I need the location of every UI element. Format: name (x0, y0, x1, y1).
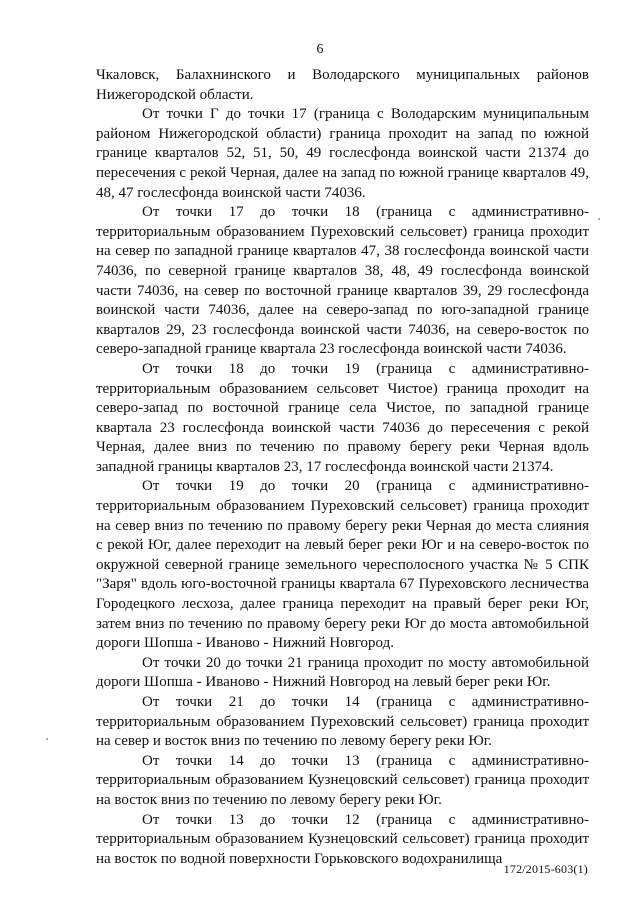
paragraph-point-g-17: От точки Г до точки 17 (граница с Володарским муниципальным районом Нижегородской области) граница проходит на запад по южной границе кварталов 52, 51, 50, 49 гослесфонда воинской части 21374 до пересечения с рекой Черная, далее на запад по южной границе кварталов 49, 48, 47 гослесфонда воинской части 74036. (96, 106, 589, 201)
paragraph-point-21-14: От точки 21 до точки 14 (граница с административно-территориальным образованием Пуреховский сельсовет) граница проходит на север и восток вниз по течению по левому берегу реки Юг. (96, 694, 589, 750)
paragraph-point-20-21: От точки 20 до точки 21 граница проходит по мосту автомобильной дороги Шопша - Иваново - Нижний Новгород на левый берег реки Юг. (96, 654, 589, 691)
paragraph-point-14-13: От точки 14 до точки 13 (граница с административно-территориальным образованием Кузнецовский сельсовет) граница проходит на восток вниз по течению по левому берегу реки Юг. (96, 752, 589, 808)
document-code: 172/2015-603(1) (503, 862, 588, 876)
paragraph-point-19-20: От точки 19 до точки 20 (граница с административно-территориальным образованием Пуреховский сельсовет) граница проходит на север вниз по течению по правому берегу реки Черная до места слияния с рекой Юг, далее переходит на левый берег реки Юг и на северо-восток по окружной северной границе земельного чересполосного участка № 5 СПК "Заря" вдоль юго-восточной границы квартала 67 Пуреховского лесничества Городецкого лесхоза, далее граница переходит на правый берег реки Юг, затем вниз по течению по правому берегу реки Юг до моста автомобильной дороги Шопша - Иваново - Нижний Новгород. (96, 478, 589, 652)
paragraph-point-13-12: От точки 13 до точки 12 (граница с административно-территориальным образованием Кузнецовский сельсовет) граница проходит на восток по водной поверхности Горьковского водохранилища (96, 811, 589, 867)
document-body (96, 66, 589, 869)
paragraph-continuation: Чкаловск, Балахнинского и Володарского муниципальных районов Нижегородской области. (96, 67, 589, 103)
page-number: 6 (316, 42, 324, 57)
paragraph-point-17-18: От точки 17 до точки 18 (граница с административно-территориальным образованием Пуреховский сельсовет) граница проходит на север по западной границе кварталов 47, 38 гослесфонда воинской части 74036, по северной границе кварталов 38, 48, 49 гослесфонда воинской части 74036, на север по восточной границе кварталов 39, 29 гослесфонда воинской части 74036, далее на северо-запад по юго-западной границе кварталов 29, 23 гослесфонда воинской части 74036, на северо-восток по северо-западной границе квартала 23 гослесфонда воинской части 74036. (96, 204, 589, 358)
scan-speck (598, 218, 600, 220)
scan-speck (46, 738, 48, 740)
paragraph-point-18-19: От точки 18 до точки 19 (граница с административно-территориальным образованием сельсовет Чистое) граница проходит на северо-запад по восточной границе села Чистое, по западной границе квартала 23 гослесфонда воинской части 74036 до пересечения с рекой Черная, далее вниз по течению по правому берегу реки Черная вдоль западной границы кварталов 23, 17 гослесфонда воинской части 21374. (96, 360, 589, 475)
